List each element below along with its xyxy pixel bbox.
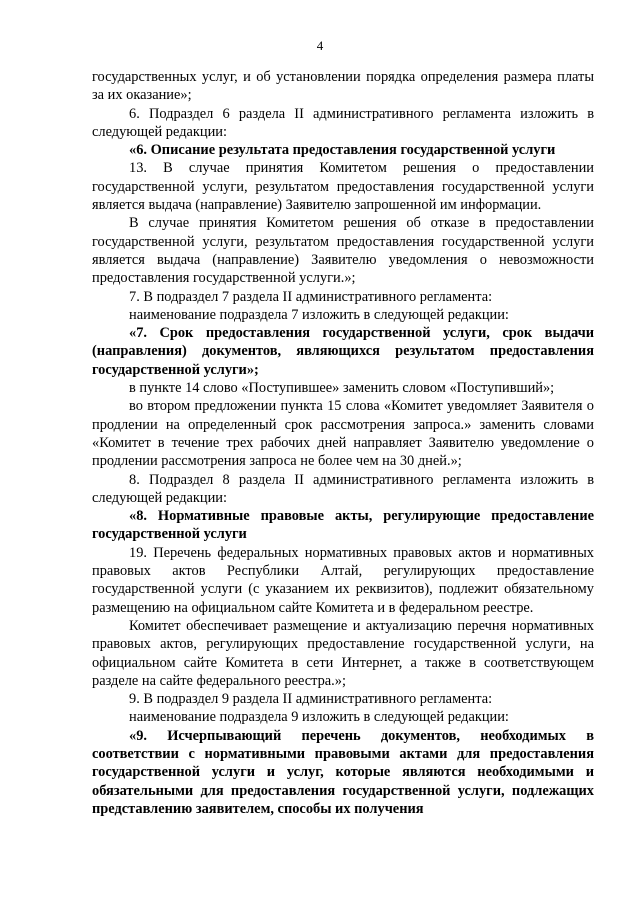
heading-subsection-9: «9. Исчерпывающий перечень документов, необходимых в соответствии с нормативными правовыми актами для предоставления государственной услуги и услуг, которые являются необходимыми и обязательными для предоставления государственной услуги, подлежащих представлению заявителем, способы их получения — [92, 727, 594, 817]
paragraph-item-8: 8. Подраздел 8 раздела II административного регламента изложить в следующей редакции: — [92, 471, 594, 506]
paragraph-point-15: во втором предложении пункта 15 слова «Комитет уведомляет Заявителя о продлении на определенный срок рассмотрения запроса.» заменить словами «Комитет в течение трех рабочих дней направляет Заявителю уведомление о продлении рассмотрения запроса не более чем на 30 дней.»; — [92, 398, 594, 470]
page-number: 4 — [316, 38, 324, 53]
paragraph-point-14: в пункте 14 слово «Поступившее» заменить словом «Поступивший»; — [129, 380, 555, 397]
paragraph-point-19: 19. Перечень федеральных нормативных правовых актов и нормативных правовых актов Республики Алтай, регулирующих предоставление государственной услуги (с указанием их реквизитов), подлежит обязательному размещению на официальном сайте Комитета и в федеральном реестре. — [92, 544, 594, 616]
paragraph-title-7: наименование подраздела 7 изложить в следующей редакции: — [129, 306, 509, 323]
heading-subsection-8: «8. Нормативные правовые акты, регулирующие предоставление государственной услуги — [92, 508, 594, 543]
paragraph-point-13: 13. В случае принятия Комитетом решения о предоставлении государственной услуги, результатом предоставления государственной услуги является выдача (направление) Заявителю запрошенной им информации. — [92, 160, 594, 214]
heading-subsection-6: «6. Описание результата предоставления государственной услуги — [129, 142, 556, 159]
document-body — [92, 68, 594, 818]
paragraph-continuation: государственных услуг, и об установлении порядка определения размера платы за их оказание»; — [92, 69, 594, 104]
paragraph-title-9: наименование подраздела 9 изложить в следующей редакции: — [129, 709, 509, 726]
heading-subsection-7: «7. Срок предоставления государственной услуги, срок выдачи (направления) документов, являющихся результатом предоставления государственной услуги»; — [92, 325, 594, 378]
paragraph-item-7: 7. В подраздел 7 раздела II административного регламента: — [129, 288, 493, 305]
paragraph-item-6: 6. Подраздел 6 раздела II административного регламента изложить в следующей редакции: — [92, 105, 594, 140]
paragraph-refusal: В случае принятия Комитетом решения об отказе в предоставлении государственной услуги, результатом предоставления государственной услуги является выдача (направление) Заявителю уведомления о невозможности предоставления государственной услуги.»; — [92, 215, 594, 287]
paragraph-item-9: 9. В подраздел 9 раздела II административного регламента: — [129, 691, 493, 708]
paragraph-committee: Комитет обеспечивает размещение и актуализацию перечня нормативных правовых актов, регулирующих предоставление государственной услуги, на официальном сайте Комитета в сети Интернет, а также в соответствующем разделе на сайте федерального реестра.»; — [92, 617, 594, 689]
